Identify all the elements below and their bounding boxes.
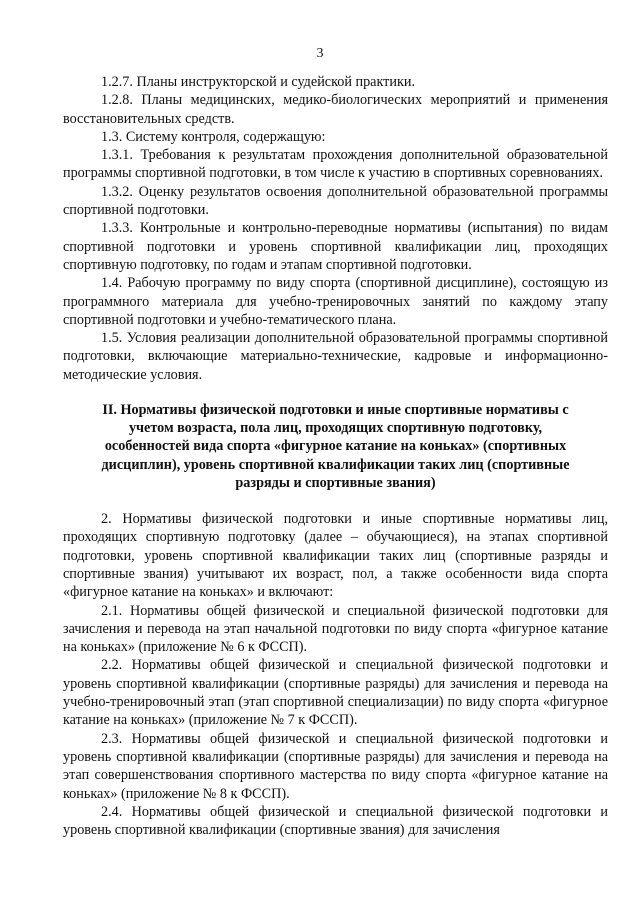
paragraph-1-2-8: 1.2.8. Планы медицинских, медико-биологических мероприятий и применения восстановительных средств. — [63, 92, 608, 127]
document-body — [63, 73, 608, 839]
paragraph-2-2: 2.2. Нормативы общей физической и специальной физической подготовки и уровень спортивной квалификации (спортивные разряды) для зачисления и перевода на учебно-тренировочный этап (этап спортивной специализации) по виду спорта «фигурное катание на коньках» (приложение № 7 к ФССП). — [63, 657, 608, 729]
paragraph-2: 2. Нормативы физической подготовки и иные спортивные нормативы лиц, проходящих спортивную подготовку (далее – обучающиеся), на этапах спортивной подготовки, уровень спортивной квалификации таких лиц (спортивные разряды и спортивные звания) учитывают их возраст, пол, а также особенности вида спорта «фигурное катание на коньках» и включают: — [63, 511, 608, 601]
paragraph-1-3: 1.3. Систему контроля, содержащую: — [101, 128, 326, 145]
paragraph-1-4: 1.4. Рабочую программу по виду спорта (спортивной дисциплине), состоящую из программного материала для учебно-тренировочных занятий по каждому этапу спортивной подготовки и учебно-тематического плана. — [63, 275, 608, 328]
page-number: 3 — [316, 46, 324, 61]
paragraph-2-3: 2.3. Нормативы общей физической и специальной физической подготовки и уровень спортивной квалификации (спортивные разряды) для зачисления и перевода на этап совершенствования спортивного мастерства по виду спорта «фигурное катание на коньках» (приложение № 8 к ФССП). — [63, 730, 608, 802]
paragraph-2-1: 2.1. Нормативы общей физической и специальной физической подготовки для зачисления и перевода на этап начальной подготовки по виду спорта «фигурное катание на коньках» (приложение № 6 к ФССП). — [63, 602, 608, 656]
section-heading: II. Нормативы физической подготовки и иные спортивные нормативы с учетом возраста, пола лиц, проходящих спортивную подготовку, особенностей вида спорта «фигурное катание на коньках» (спортивных дисциплин), уровень спортивной квалификации таких лиц (спортивные разряды и спортивные звания) — [101, 402, 570, 491]
paragraph-2-4: 2.4. Нормативы общей физической и специальной физической подготовки и уровень спортивной квалификации (спортивные звания) для зачисления — [63, 803, 608, 839]
paragraph-1-5: 1.5. Условия реализации дополнительной образовательной программы спортивной подготовки, включающие материально-технические, кадровые и информационно-методические условия. — [63, 330, 608, 383]
paragraph-1-3-2: 1.3.2. Оценку результатов освоения дополнительной образовательной программы спортивной подготовки. — [63, 183, 608, 219]
paragraph-1-3-3: 1.3.3. Контрольные и контрольно-переводные нормативы (испытания) по видам спортивной подготовки и уровень спортивной квалификации лиц, проходящих спортивную подготовку, по годам и этапам спортивной подготовки. — [63, 220, 608, 273]
paragraph-1-2-7: 1.2.7. Планы инструкторской и судейской практики. — [101, 74, 415, 90]
paragraph-1-3-1: 1.3.1. Требования к результатам прохождения дополнительной образовательной программы спортивной подготовки, в том числе к участию в спортивных соревнованиях. — [63, 147, 608, 182]
